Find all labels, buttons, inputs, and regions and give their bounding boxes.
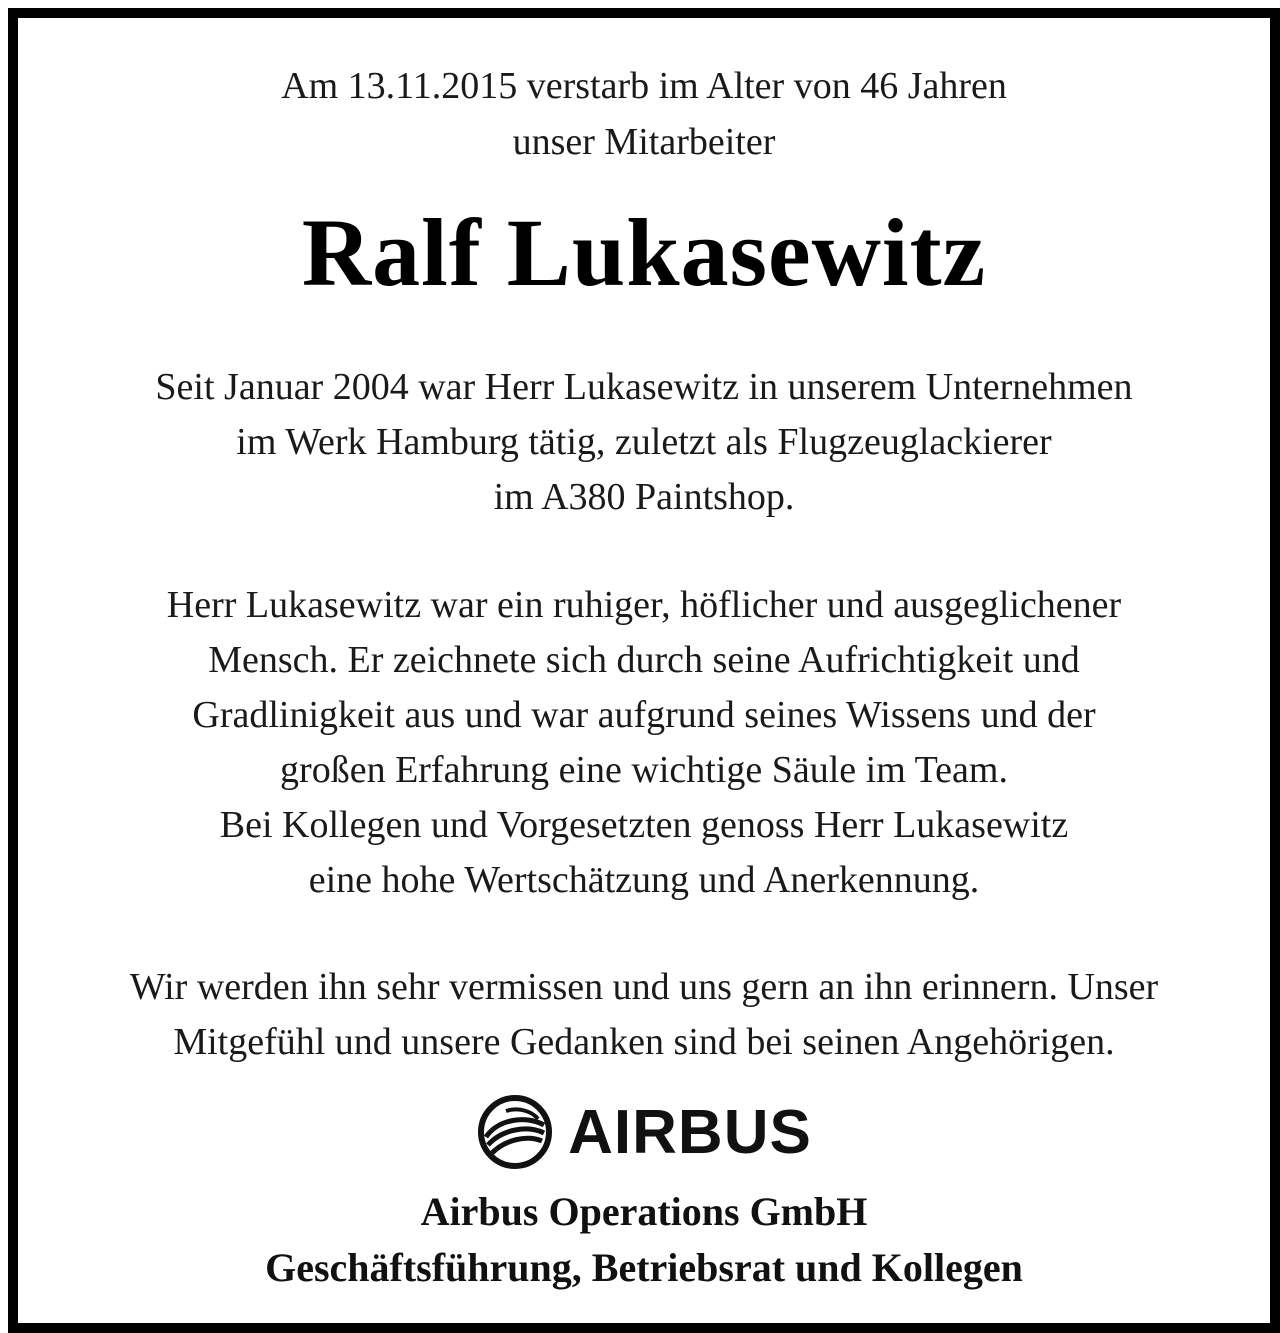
company-name: Airbus Operations GmbH: [420, 1189, 868, 1234]
paragraph-line: eine hohe Wertschätzung und Anerkennung.: [308, 859, 980, 901]
paragraph-line: Mensch. Er zeichnete sich durch seine Aufrichtigkeit und: [208, 639, 1080, 681]
airbus-globe-icon: [476, 1093, 554, 1171]
character-paragraph: [18, 578, 1270, 908]
paragraph-line: Herr Lukasewitz war ein ruhiger, höflicher und ausgeglichener: [166, 584, 1122, 626]
paragraph-line: Seit Januar 2004 war Herr Lukasewitz in unserem Unternehmen: [155, 366, 1133, 408]
intro-text: [18, 58, 1270, 170]
signature-block: [18, 1184, 1270, 1296]
paragraph-line: Wir werden ihn sehr vermissen und uns gern an ihn erinnern. Unser: [129, 966, 1159, 1008]
paragraph-line: im A380 Paintshop.: [493, 476, 795, 518]
signatories: Geschäftsführung, Betriebsrat und Kollegen: [265, 1245, 1023, 1290]
airbus-logo: [18, 1092, 1270, 1172]
deceased-name: Ralf Lukasewitz: [301, 199, 987, 306]
employment-paragraph: [18, 360, 1270, 525]
paragraph-line: Gradlinigkeit aus und war aufgrund seines Wissens und der: [192, 694, 1096, 736]
paragraph-line: Bei Kollegen und Vorgesetzten genoss Herr Lukasewitz: [219, 804, 1069, 846]
paragraph-line: großen Erfahrung eine wichtige Säule im Team.: [280, 749, 1008, 791]
obituary-notice-frame: [8, 8, 1280, 1333]
airbus-wordmark: AIRBUS: [568, 1097, 812, 1167]
paragraph-line: im Werk Hamburg tätig, zuletzt als Flugzeuglackierer: [236, 421, 1052, 463]
paragraph-line: Mitgefühl und unsere Gedanken sind bei seinen Angehörigen.: [173, 1021, 1115, 1063]
intro-line-1: Am 13.11.2015 verstarb im Alter von 46 Jahren: [281, 65, 1007, 107]
condolence-paragraph: [18, 960, 1270, 1070]
intro-line-2: unser Mitarbeiter: [512, 121, 776, 163]
